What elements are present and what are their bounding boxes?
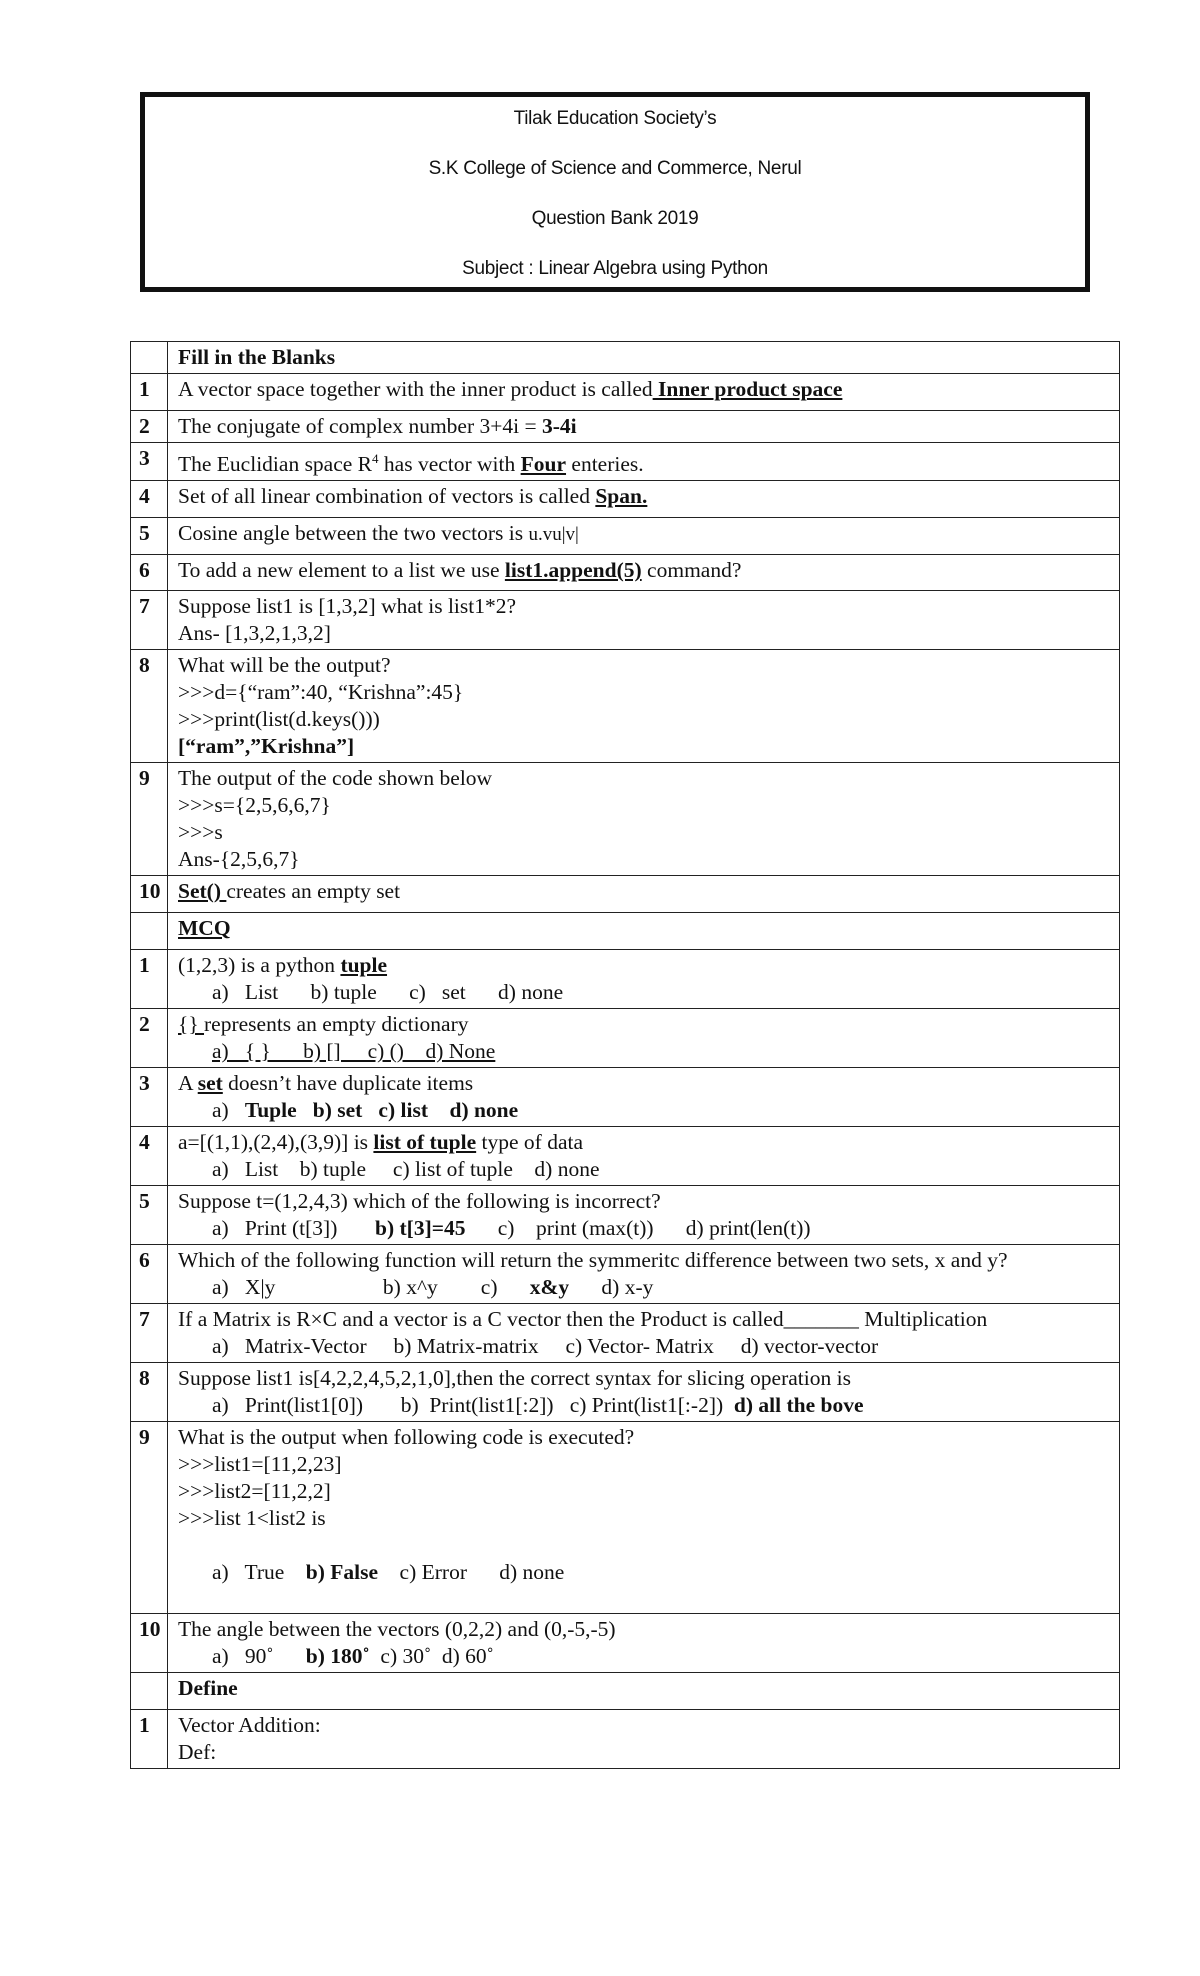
table-row: 6 To add a new element to a list we use list1.append(5) command? bbox=[131, 555, 1120, 591]
table-row: 5 Cosine angle between the two vectors is u.vu|v| bbox=[131, 518, 1120, 555]
table-row: 7 If a Matrix is R×C and a vector is a C vector then the Product is called_______ Multiplication a) Matrix-Vector b) Matrix-matrix c) Vector- Matrix d) vector-vector bbox=[131, 1304, 1120, 1363]
answer: set bbox=[197, 1071, 223, 1096]
answer: [“ram”,”Krishna”] bbox=[178, 734, 355, 759]
table-row: 10 The angle between the vectors (0,2,2) and (0,-5,-5) a) 90˚ b) 180˚ c) 30˚ d) 60˚ bbox=[131, 1614, 1120, 1673]
table-row: 10 Set() creates an empty set bbox=[131, 876, 1120, 913]
answer: Span. bbox=[595, 484, 648, 509]
section-title-define: Define bbox=[168, 1673, 1120, 1710]
answer: Four bbox=[520, 452, 567, 477]
answer: b) 180˚ bbox=[305, 1644, 370, 1669]
answer: Set() bbox=[178, 879, 227, 904]
table-row: 9 What is the output when following code is executed? >>>list1=[11,2,23] >>>list2=[11,2,2] >>>list 1<list2 is a) True b) False c) Error d) none bbox=[131, 1422, 1120, 1614]
table-row: 6 Which of the following function will return the symmeritc difference between two sets, x and y? a) X|y b) x^y c) x&y d) x-y bbox=[131, 1245, 1120, 1304]
table-row: 1 Vector Addition: Def: bbox=[131, 1710, 1120, 1769]
table-row: 4 a=[(1,1),(2,4),(3,9)] is list of tuple type of data a) List b) tuple c) list of tuple d) none bbox=[131, 1127, 1120, 1186]
section-row-fill bbox=[131, 342, 1120, 374]
answer: Inner product space bbox=[652, 377, 843, 401]
section-row-mcq bbox=[131, 913, 1120, 950]
answer: d) all the bove bbox=[733, 1393, 864, 1418]
answer: list1.append(5) bbox=[504, 558, 642, 583]
society-name: Tilak Education Society’s bbox=[513, 108, 717, 129]
table-row: 2 {} represents an empty dictionary a) { } b) [] c) () d) None bbox=[131, 1009, 1120, 1068]
table-row: 1 A vector space together with the inner product is called Inner product space bbox=[131, 374, 1120, 411]
question-table bbox=[130, 341, 1120, 1769]
answer: b) False bbox=[305, 1560, 379, 1585]
header-box bbox=[140, 92, 1090, 292]
section-title-fill: Fill in the Blanks bbox=[168, 342, 1120, 374]
table-row: 8 What will be the output? >>>d={“ram”:40, “Krishna”:45} >>>print(list(d.keys())) [“ram”,”Krishna”] bbox=[131, 650, 1120, 763]
table-row: 5 Suppose t=(1,2,4,3) which of the following is incorrect? a) Print (t[3]) b) t[3]=45 c) print (max(t)) d) print(len(t)) bbox=[131, 1186, 1120, 1245]
answer: {} bbox=[178, 1012, 205, 1037]
answer: 3-4i bbox=[541, 414, 577, 438]
document-title: Question Bank 2019 bbox=[531, 208, 699, 229]
table-row: 3 The Euclidian space $R^4$ has vector with Four enteries. bbox=[131, 443, 1120, 481]
table-row: 3 A set doesn’t have duplicate items a) Tuple b) set c) list d) none bbox=[131, 1068, 1120, 1127]
table-row: 4 Set of all linear combination of vectors is called Span. bbox=[131, 481, 1120, 518]
college-name: S.K College of Science and Commerce, Nerul bbox=[428, 158, 802, 179]
answer: b) t[3]=45 bbox=[375, 1216, 466, 1241]
table-row: 1 (1,2,3) is a python tuple a) List b) tuple c) set d) none bbox=[131, 950, 1120, 1009]
answer: u.vu|v| bbox=[528, 524, 579, 546]
section-title-mcq: MCQ bbox=[168, 913, 1120, 950]
answer: tuple bbox=[340, 953, 388, 978]
table-row: 7 Suppose list1 is [1,3,2] what is list1*2? Ans- [1,3,2,1,3,2] bbox=[131, 591, 1120, 650]
table-row: 2 The conjugate of complex number 3+4i = 3-4i bbox=[131, 411, 1120, 443]
answer: x&y bbox=[529, 1275, 570, 1300]
subject-line: Subject : Linear Algebra using Python bbox=[462, 258, 768, 279]
answer: list of tuple bbox=[373, 1130, 477, 1155]
table-row: 8 Suppose list1 is[4,2,2,4,5,2,1,0],then the correct syntax for slicing operation is a) Print(list1[0]) b) Print(list1[:2]) c) Print(list1[:-2]) d) all the bove bbox=[131, 1363, 1120, 1422]
table-row: 9 The output of the code shown below >>>s={2,5,6,6,7} >>>s Ans-{2,5,6,7} bbox=[131, 763, 1120, 876]
section-row-define bbox=[131, 1673, 1120, 1710]
